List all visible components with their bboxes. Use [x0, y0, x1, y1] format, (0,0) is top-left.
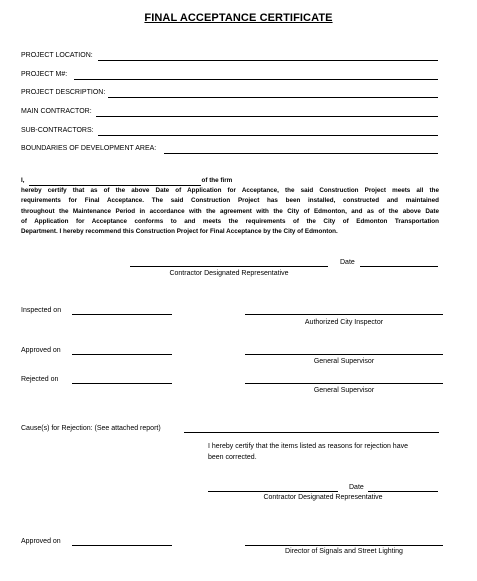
cert-line-4: of Application for Acceptance conforms to and meets the requirements of the City of Edmonton Transportation	[21, 217, 439, 225]
rejected-on-field[interactable]	[72, 383, 172, 384]
rejection-cert-line-2: been corrected.	[208, 454, 257, 461]
project-description-label: PROJECT DESCRIPTION:	[21, 89, 106, 96]
causes-field[interactable]	[184, 432, 439, 433]
project-description-field[interactable]	[108, 97, 438, 98]
sub-contractors-label: SUB-CONTRACTORS:	[21, 127, 94, 134]
contractor-date-field-2[interactable]	[368, 491, 438, 492]
approved-on-field[interactable]	[72, 354, 172, 355]
approved-on-label-2: Approved on	[21, 538, 61, 545]
certifier-name-field[interactable]	[29, 178, 201, 186]
rejected-on-label: Rejected on	[21, 376, 59, 383]
causes-label: Cause(s) for Rejection: (See attached report)	[21, 425, 161, 432]
contractor-rep-caption: Contractor Designated Representative	[169, 270, 289, 277]
project-location-label: PROJECT LOCATION:	[21, 52, 93, 59]
cert-line-1: hereby certify that as of the above Date of Application for Acceptance, the said Construction Project meets all the	[21, 187, 439, 195]
supervisor-signature-field[interactable]	[245, 354, 443, 355]
cert-of-the-firm: of the firm	[201, 177, 233, 184]
date-label-2: Date	[349, 484, 364, 491]
boundaries-field[interactable]	[164, 153, 438, 154]
cert-opening: I,	[21, 177, 25, 184]
contractor-rep-caption-2: Contractor Designated Representative	[263, 494, 383, 501]
project-location-field[interactable]	[98, 60, 438, 61]
cert-line-3: throughout the Maintenance Period in accordance with the agreement with the City of Edmonton, and as of the above Date	[21, 207, 439, 215]
inspected-on-field[interactable]	[72, 314, 172, 315]
project-m-label: PROJECT M#:	[21, 71, 68, 78]
rejection-cert-line-1: I hereby certify that the items listed as reasons for rejection have	[208, 443, 408, 450]
contractor-signature-field-2[interactable]	[208, 491, 338, 492]
authorized-inspector-caption: Authorized City Inspector	[304, 319, 384, 326]
inspector-signature-field[interactable]	[245, 314, 443, 315]
rejection-certification	[208, 441, 408, 463]
page-title: FINAL ACCEPTANCE CERTIFICATE	[144, 12, 333, 24]
director-caption: Director of Signals and Street Lighting	[285, 548, 403, 555]
project-m-field[interactable]	[74, 79, 438, 80]
inspected-on-label: Inspected on	[21, 307, 62, 314]
director-signature-field[interactable]	[245, 545, 443, 546]
main-contractor-label: MAIN CONTRACTOR:	[21, 108, 92, 115]
cert-line-2: requirements for Final Acceptance. The said Construction Project has been installed, constructed and maintained	[21, 197, 439, 205]
general-supervisor-caption: General Supervisor	[313, 358, 375, 365]
cert-line-5: Department. I hereby recommend this Construction Project for Final Acceptance by the City of Edmonton.	[21, 228, 338, 236]
sub-contractors-field[interactable]	[98, 135, 438, 136]
boundaries-label: BOUNDARIES OF DEVELOPMENT AREA:	[21, 145, 157, 152]
general-supervisor-caption-2: General Supervisor	[313, 387, 375, 394]
certification-paragraph	[21, 176, 439, 237]
contractor-date-field[interactable]	[360, 266, 438, 267]
main-contractor-field[interactable]	[96, 116, 438, 117]
supervisor-rejection-signature-field[interactable]	[245, 383, 443, 384]
approved-on-field-2[interactable]	[72, 545, 172, 546]
approved-on-label: Approved on	[21, 347, 61, 354]
contractor-signature-field[interactable]	[130, 266, 328, 267]
date-label: Date	[340, 259, 355, 266]
